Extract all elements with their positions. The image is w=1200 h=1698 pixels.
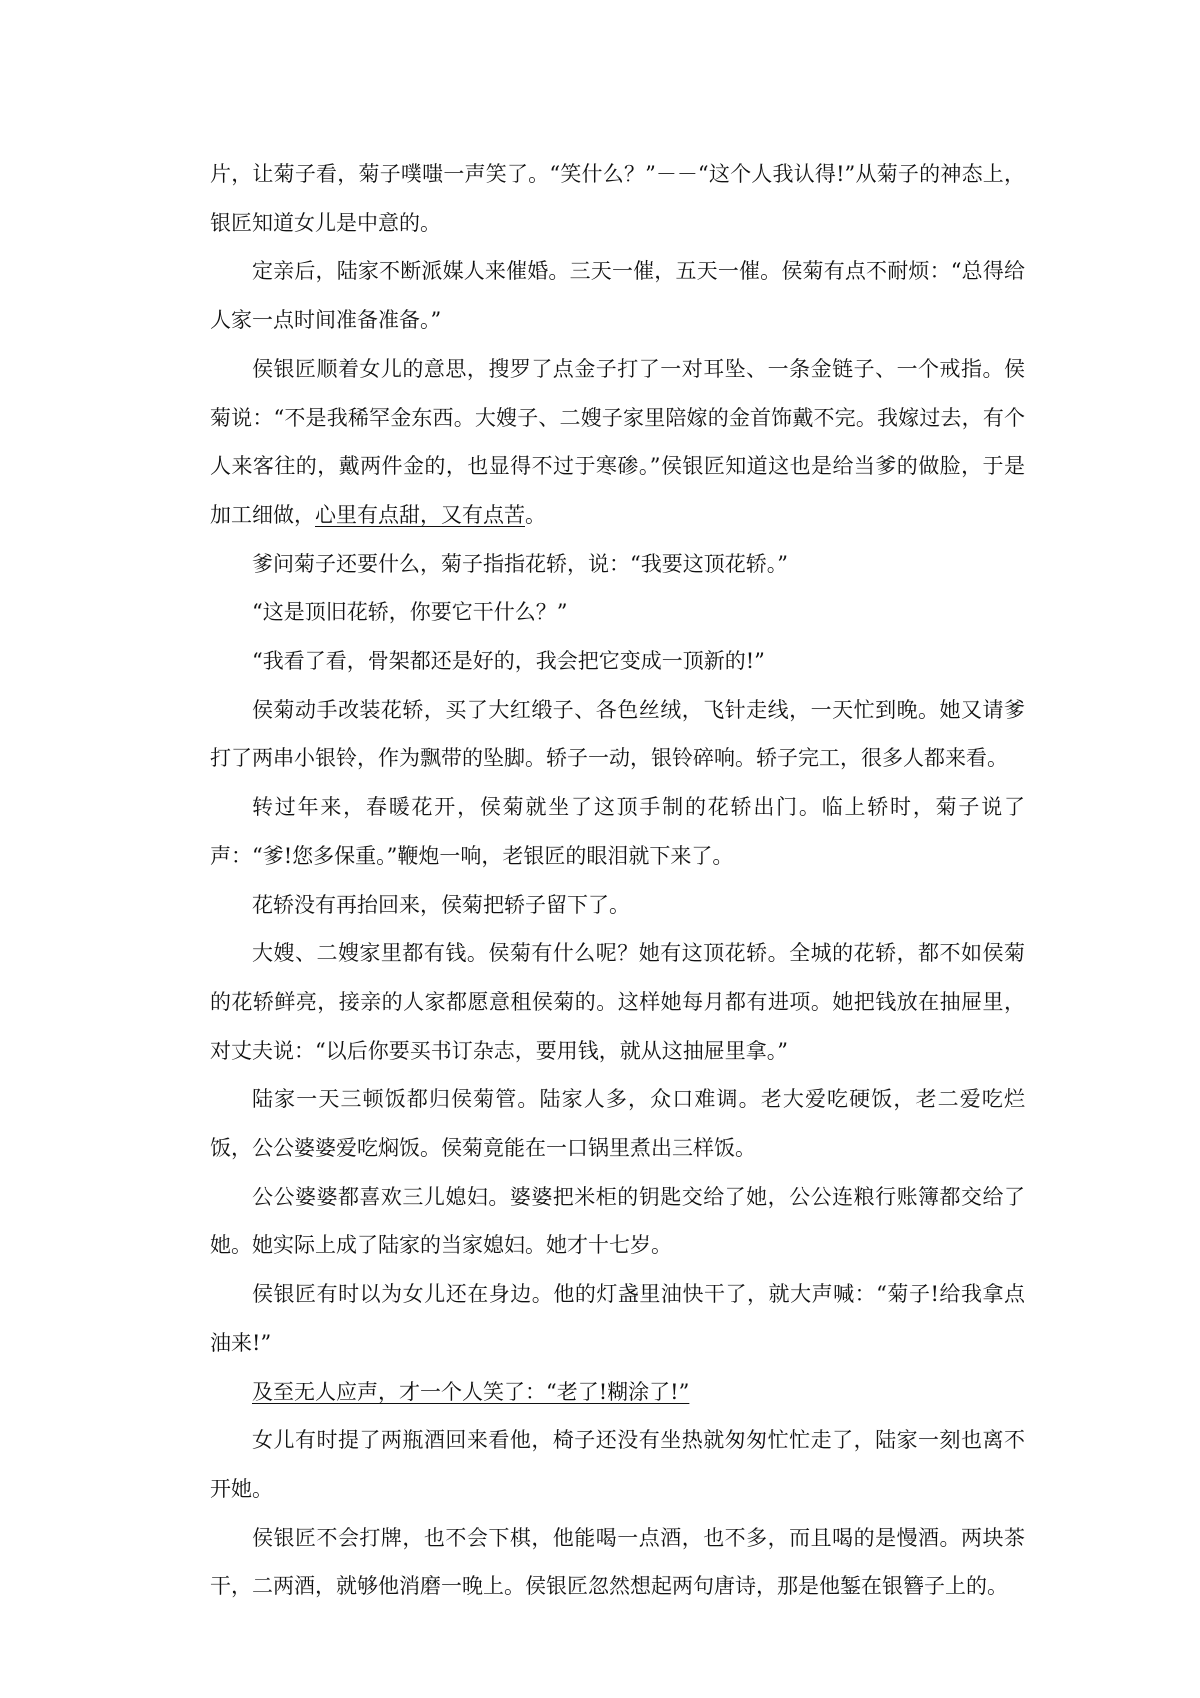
paragraph xyxy=(210,686,1025,783)
paragraph-text: “我看了看，骨架都还是好的，我会把它变成一顶新的!” xyxy=(252,649,765,674)
paragraph xyxy=(210,1514,1025,1611)
paragraph-text: 花轿没有再抬回来，侯菊把轿子留下了。 xyxy=(252,892,630,917)
paragraph-text: 侯银匠顺着女儿的意思，搜罗了点金子打了一对耳坠、一条金链子、一个戒指。侯菊说：“不是我稀罕金东西。大嫂子、二嫂子家里陪嫁的金首饰戴不完。我嫁过去，有个人来客往的，戴两件金的，也显得不过于寒碜。”侯银匠知道这也是给当爹的做脸，于是加工细做， xyxy=(210,356,1025,527)
underlined-text: 心里有点甜，又有点苦 xyxy=(315,502,525,527)
paragraph-text: “这是顶旧花轿，你要它干什么？” xyxy=(252,600,568,625)
paragraph-text: 大嫂、二嫂家里都有钱。侯菊有什么呢？她有这顶花轿。全城的花轿，都不如侯菊的花轿鲜亮，接亲的人家都愿意租侯菊的。这样她每月都有进项。她把钱放在抽屉里，对丈夫说：“以后你要买书订杂志，要用钱，就从这抽屉里拿。” xyxy=(210,941,1025,1063)
paragraph-text: 陆家一天三顿饭都归侯菊管。陆家人多，众口难调。老大爱吃硬饭，老二爱吃烂饭，公公婆婆爱吃焖饭。侯菊竟能在一口锅里煮出三样饭。 xyxy=(210,1087,1025,1161)
paragraph-text: 女儿有时提了两瓶酒回来看他，椅子还没有坐热就匆匆忙忙走了，陆家一刻也离不开她。 xyxy=(210,1428,1025,1501)
paragraph-text: 。 xyxy=(525,502,546,527)
paragraph-text: 公公婆婆都喜欢三儿媳妇。婆婆把米柜的钥匙交给了她，公公连粮行账簿都交给了她。她实际上成了陆家的当家媳妇。她才十七岁。 xyxy=(210,1184,1025,1258)
underlined-text: 及至无人应声，才一个人笑了：“老了!糊涂了!” xyxy=(252,1379,690,1404)
paragraph xyxy=(210,881,1025,930)
paragraph-text: 侯菊动手改装花轿，买了大红缎子、各色丝绒，飞针走线，一天忙到晚。她又请爹打了两串小银铃，作为飘带的坠脚。轿子一动，银铃碎响。轿子完工，很多人都来看。 xyxy=(210,697,1025,771)
paragraph-text: 转过年来，春暖花开，侯菊就坐了这顶手制的花轿出门。临上轿时，菊子说了声：“爹!您多保重。”鞭炮一响，老银匠的眼泪就下来了。 xyxy=(210,795,1025,868)
paragraph-text: 侯银匠不会打牌，也不会下棋，他能喝一点酒，也不多，而且喝的是慢酒。两块茶干，二两酒，就够他消磨一晚上。侯银匠忽然想起两句唐诗，那是他錾在银簪子上的。 xyxy=(210,1525,1025,1599)
paragraph-text: 爹问菊子还要什么，菊子指指花轿，说：“我要这顶花轿。” xyxy=(252,551,788,576)
paragraph xyxy=(210,247,1025,344)
paragraph xyxy=(210,1368,1025,1417)
paragraph-text: 侯银匠有时以为女儿还在身边。他的灯盏里油快干了，就大声喊：“菊子!给我拿点油来!” xyxy=(210,1282,1025,1355)
paragraph-text: 片，让菊子看，菊子噗嗤一声笑了。“笑什么？”－－“这个人我认得!”从菊子的神态上，银匠知道女儿是中意的。 xyxy=(210,162,1025,235)
paragraph xyxy=(210,150,1025,247)
paragraph xyxy=(210,345,1025,540)
document-body xyxy=(210,150,1025,1611)
paragraph xyxy=(210,540,1025,589)
paragraph xyxy=(210,588,1025,637)
paragraph xyxy=(210,1075,1025,1172)
paragraph xyxy=(210,637,1025,686)
paragraph xyxy=(210,1270,1025,1367)
paragraph xyxy=(210,929,1025,1075)
paragraph-text: 定亲后，陆家不断派媒人来催婚。三天一催，五天一催。侯菊有点不耐烦：“总得给人家一点时间准备准备。” xyxy=(210,259,1025,333)
paragraph xyxy=(210,1173,1025,1270)
paragraph xyxy=(210,1416,1025,1513)
paragraph xyxy=(210,783,1025,880)
